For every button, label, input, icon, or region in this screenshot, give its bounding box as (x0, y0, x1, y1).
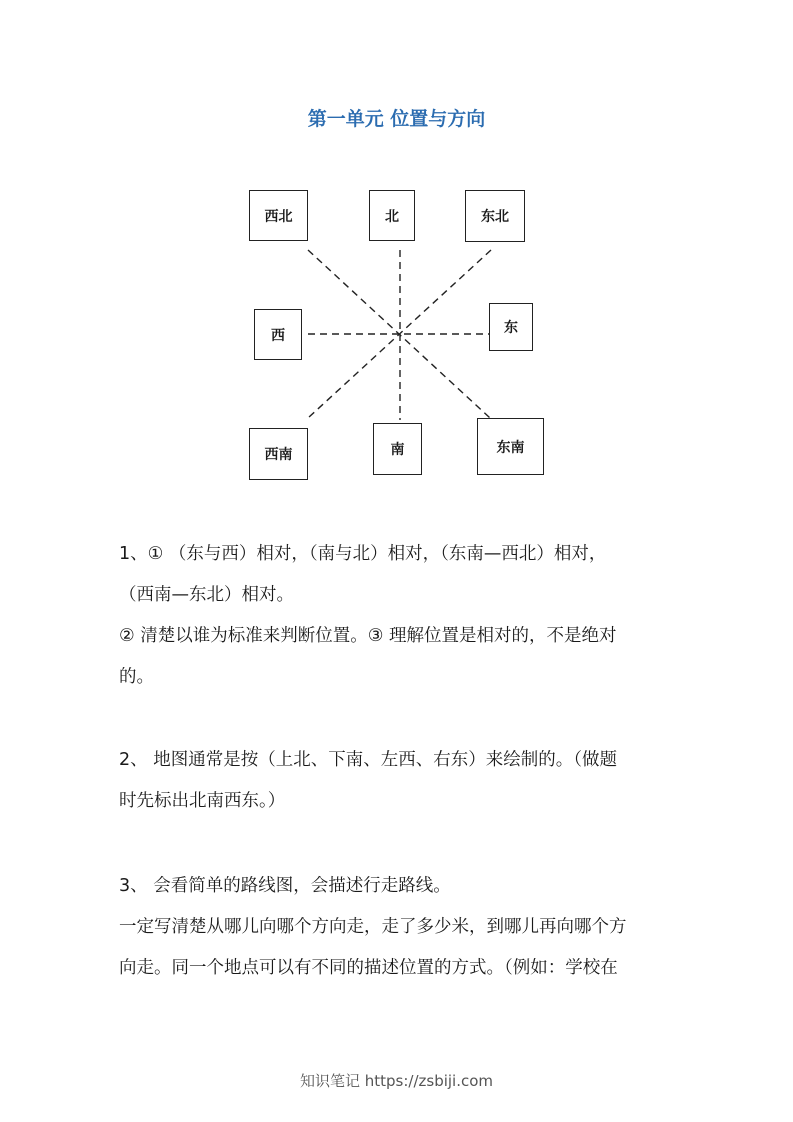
south-box: 南 (373, 423, 422, 475)
section-2-line-2: 时先标出北南西东。） (119, 791, 286, 811)
section-2-line-1: 2、 地图通常是按（上北、下南、左西、右东）来绘制的。（做题 (119, 750, 617, 770)
northeast-box: 东北 (465, 190, 525, 242)
footer-link[interactable]: 知识笔记 https://zsbiji.com (299, 1072, 494, 1090)
section-1-line-1: 1、① （东与西）相对，（南与北）相对，（东南—西北）相对， (119, 544, 607, 564)
section-1-line-4: 的。 (119, 667, 154, 687)
section-1-line-3: ② 清楚以谁为标准来判断位置。③ 理解位置是相对的，不是绝对 (119, 626, 617, 646)
section-3-line-1: 3、 会看简单的路线图，会描述行走路线。 (119, 876, 451, 896)
section-3 (119, 866, 679, 989)
section-1 (119, 534, 679, 698)
page-title: 第一单元 位置与方向 (307, 108, 486, 130)
north-box: 北 (369, 190, 415, 241)
section-2 (119, 740, 679, 822)
section-3-line-2: 一定写清楚从哪儿向哪个方向走，走了多少米，到哪儿再向哪个方 (119, 917, 627, 937)
southwest-box: 西南 (249, 428, 308, 480)
section-3-line-3: 向走。同一个地点可以有不同的描述位置的方式。（例如：学校在 (119, 958, 618, 978)
east-box: 东 (489, 303, 533, 351)
section-1-line-2: （西南—东北）相对。 (119, 585, 294, 605)
west-box: 西 (254, 309, 302, 360)
northwest-box: 西北 (249, 190, 308, 241)
southeast-box: 东南 (477, 418, 544, 475)
